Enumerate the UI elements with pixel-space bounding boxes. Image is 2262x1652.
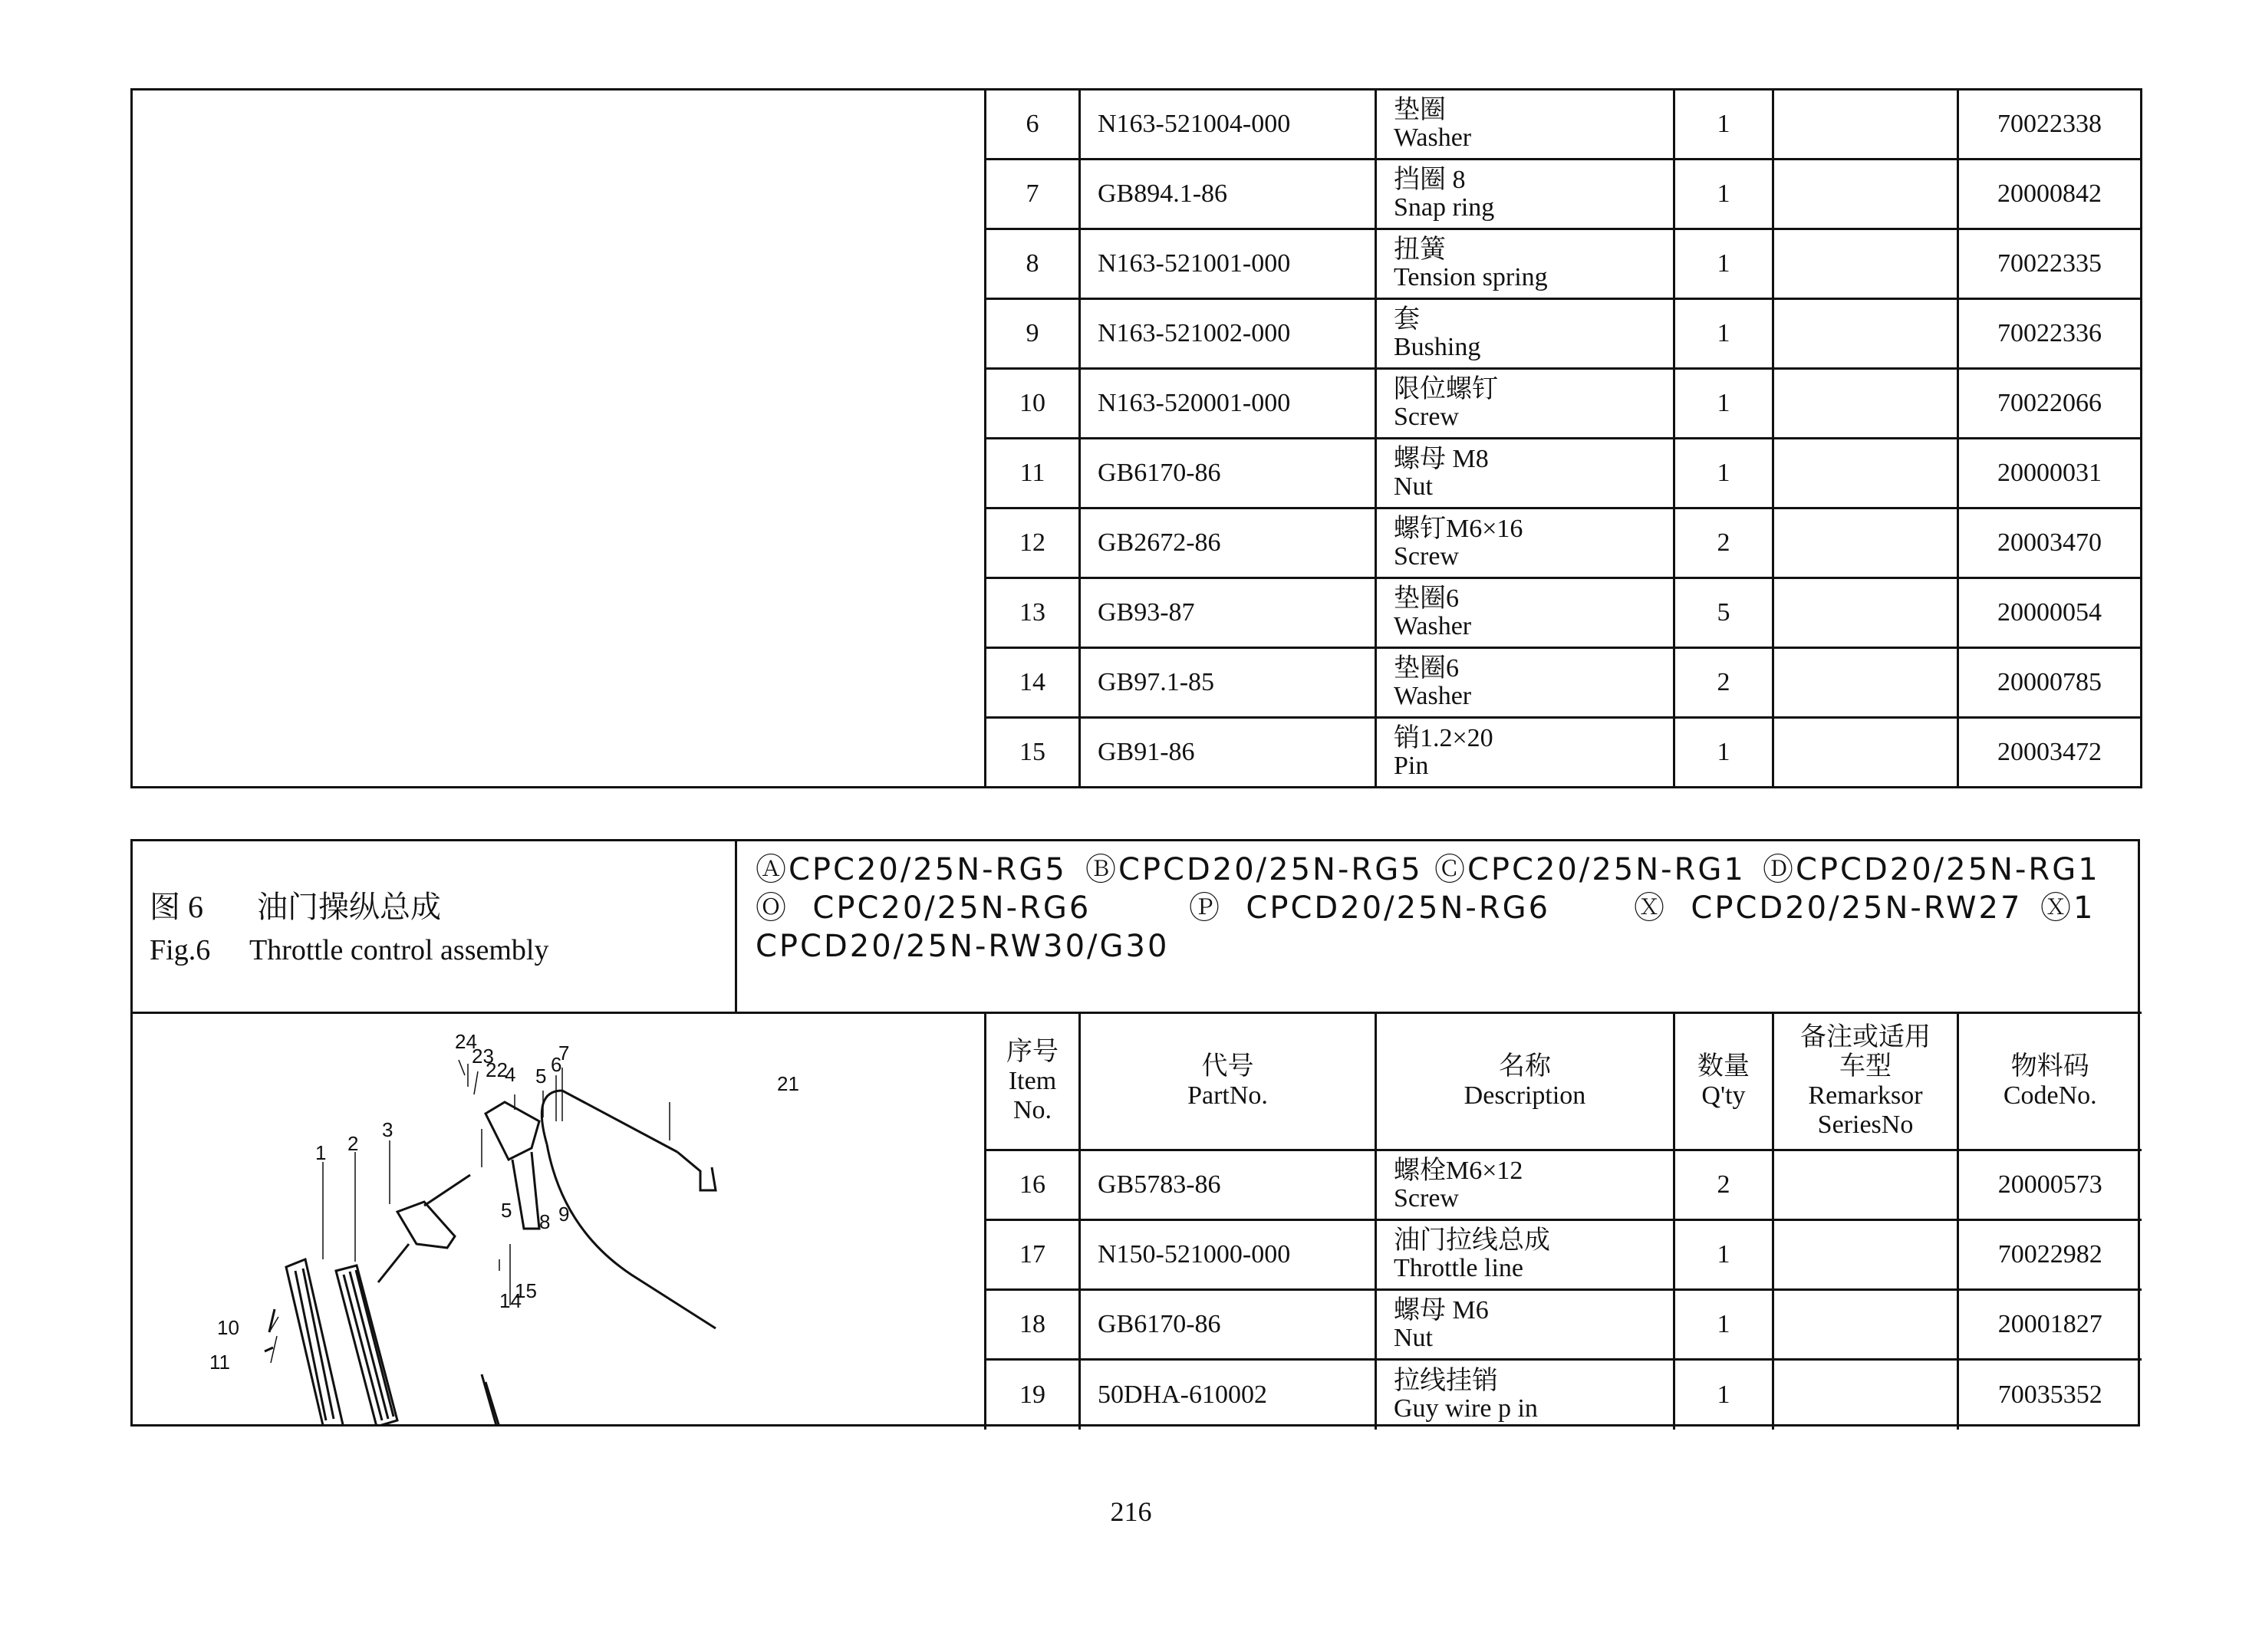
header-description: 名称 Description bbox=[1376, 1013, 1674, 1150]
item-no: 11 bbox=[986, 439, 1080, 508]
item-no: 13 bbox=[986, 578, 1080, 648]
remark bbox=[1773, 299, 1958, 369]
remark bbox=[1773, 1290, 1958, 1360]
description-zh: 挡圈 8 bbox=[1394, 166, 1466, 194]
part-no: GB6170-86 bbox=[1080, 439, 1376, 508]
model: ⒸCPC20/25N-RG1 bbox=[1434, 852, 1746, 887]
quantity: 2 bbox=[1674, 1150, 1773, 1220]
description-en: Washer bbox=[1394, 682, 1472, 710]
callout-label: 9 bbox=[558, 1203, 570, 1226]
remark bbox=[1773, 1150, 1958, 1220]
quantity: 1 bbox=[1674, 299, 1773, 369]
callout-label: 11 bbox=[209, 1351, 230, 1374]
description-zh: 油门拉线总成 bbox=[1394, 1226, 1550, 1255]
figure-title bbox=[133, 841, 737, 1013]
header-item: 序号 Item No. bbox=[986, 1013, 1080, 1150]
description-en: Bushing bbox=[1394, 333, 1481, 361]
table-row bbox=[986, 1290, 2142, 1360]
item-no: 18 bbox=[986, 1290, 1080, 1360]
description-en: Snap ring bbox=[1394, 193, 1495, 222]
description bbox=[1376, 229, 1674, 299]
lower-parts-table bbox=[984, 1012, 2142, 1430]
code-no: 70022335 bbox=[1958, 229, 2142, 299]
part-no: N163-520001-000 bbox=[1080, 369, 1376, 439]
remark bbox=[1773, 229, 1958, 299]
code-no: 70022336 bbox=[1958, 299, 2142, 369]
part-no: GB894.1-86 bbox=[1080, 160, 1376, 229]
quantity: 1 bbox=[1674, 90, 1773, 160]
part-no: GB91-86 bbox=[1080, 718, 1376, 788]
description bbox=[1376, 1150, 1674, 1220]
description bbox=[1376, 578, 1674, 648]
header-qty: 数量 Q'ty bbox=[1674, 1013, 1773, 1150]
code-no: 20001827 bbox=[1958, 1290, 2142, 1360]
callout-label: 15 bbox=[515, 1279, 537, 1302]
code-no: 20000785 bbox=[1958, 648, 2142, 718]
callout-label: 5 bbox=[501, 1199, 512, 1222]
description-en: Washer bbox=[1394, 123, 1472, 152]
callout-label: 6 bbox=[551, 1053, 562, 1076]
description-en: Nut bbox=[1394, 1324, 1433, 1352]
description-en: Screw bbox=[1394, 1184, 1459, 1213]
code-no: 20000054 bbox=[1958, 578, 2142, 648]
description-en: Tension spring bbox=[1394, 263, 1548, 291]
description-zh: 扭簧 bbox=[1394, 235, 1446, 264]
figure-title-en: Throttle control assembly bbox=[249, 934, 549, 966]
description-zh: 限位螺钉 bbox=[1394, 375, 1498, 403]
part-no: GB93-87 bbox=[1080, 578, 1376, 648]
description bbox=[1376, 648, 1674, 718]
table-row bbox=[986, 1360, 2142, 1430]
model: Ⓧ1 bbox=[2040, 890, 2096, 926]
callout-label: 4 bbox=[505, 1063, 516, 1086]
description-en: Nut bbox=[1394, 472, 1433, 501]
description-zh: 螺钉M6×16 bbox=[1394, 515, 1523, 543]
description-zh: 垫圈6 bbox=[1394, 584, 1459, 613]
header-code: 物料码 CodeNo. bbox=[1958, 1013, 2142, 1150]
description bbox=[1376, 1220, 1674, 1290]
remark bbox=[1773, 578, 1958, 648]
quantity: 1 bbox=[1674, 369, 1773, 439]
part-no: GB97.1-85 bbox=[1080, 648, 1376, 718]
description bbox=[1376, 160, 1674, 229]
part-no: GB5783-86 bbox=[1080, 1150, 1376, 1220]
item-no: 8 bbox=[986, 229, 1080, 299]
item-no: 14 bbox=[986, 648, 1080, 718]
model: Ⓧ CPCD20/25N-RW27 bbox=[1634, 890, 2023, 926]
quantity: 5 bbox=[1674, 578, 1773, 648]
blank-figure-cell bbox=[132, 90, 986, 788]
description-en: Pin bbox=[1394, 752, 1429, 780]
figure-title-zh: 油门操纵总成 bbox=[257, 890, 441, 924]
description bbox=[1376, 1290, 1674, 1360]
description-zh: 套 bbox=[1394, 305, 1420, 334]
item-no: 9 bbox=[986, 299, 1080, 369]
table-row bbox=[986, 1220, 2142, 1290]
quantity: 1 bbox=[1674, 1290, 1773, 1360]
pedal-rubber-icon bbox=[336, 1265, 397, 1427]
model: Ⓞ CPC20/25N-RG6 bbox=[756, 890, 1091, 926]
description bbox=[1376, 718, 1674, 788]
description bbox=[1376, 508, 1674, 578]
quantity: 1 bbox=[1674, 1360, 1773, 1430]
item-no: 12 bbox=[986, 508, 1080, 578]
item-no: 15 bbox=[986, 718, 1080, 788]
callout-label: 21 bbox=[777, 1072, 799, 1095]
part-no: N163-521001-000 bbox=[1080, 229, 1376, 299]
figure-block bbox=[130, 839, 2140, 1427]
callout-label: 14 bbox=[499, 1289, 522, 1312]
code-no: 20000573 bbox=[1958, 1150, 2142, 1220]
pedal-pad-icon bbox=[286, 1259, 344, 1427]
spring-icon bbox=[482, 1374, 501, 1427]
callout-label: 1 bbox=[315, 1141, 327, 1164]
part-no: N163-521004-000 bbox=[1080, 90, 1376, 160]
code-no: 70022066 bbox=[1958, 369, 2142, 439]
quantity: 2 bbox=[1674, 508, 1773, 578]
callout-label: 8 bbox=[539, 1210, 551, 1233]
item-no: 6 bbox=[986, 90, 1080, 160]
pedal-bracket-icon bbox=[378, 1175, 470, 1282]
callout-label: 23 bbox=[472, 1045, 494, 1068]
table-header-row bbox=[986, 1013, 2142, 1150]
description-en: Screw bbox=[1394, 403, 1459, 431]
description-zh: 螺栓M6×12 bbox=[1394, 1157, 1523, 1185]
upper-parts-table bbox=[130, 88, 2142, 788]
part-no: N150-521000-000 bbox=[1080, 1220, 1376, 1290]
bolt-icon bbox=[265, 1309, 275, 1351]
remark bbox=[1773, 1360, 1958, 1430]
code-no: 70022338 bbox=[1958, 90, 2142, 160]
quantity: 2 bbox=[1674, 648, 1773, 718]
quantity: 1 bbox=[1674, 439, 1773, 508]
remark bbox=[1773, 369, 1958, 439]
pedal-arm-icon bbox=[486, 1102, 539, 1229]
table-row bbox=[986, 1150, 2142, 1220]
description-zh: 销1.2×20 bbox=[1394, 724, 1493, 752]
quantity: 1 bbox=[1674, 160, 1773, 229]
code-no: 20000842 bbox=[1958, 160, 2142, 229]
model: ⒹCPCD20/25N-RG1 bbox=[1763, 852, 2100, 887]
code-no: 70022982 bbox=[1958, 1220, 2142, 1290]
callout-label: 10 bbox=[217, 1316, 239, 1339]
model: Ⓟ CPCD20/25N-RG6 bbox=[1189, 890, 1551, 926]
quantity: 1 bbox=[1674, 229, 1773, 299]
description-zh: 螺母 M8 bbox=[1394, 445, 1489, 473]
description-en: Screw bbox=[1394, 542, 1459, 571]
callout-label: 22 bbox=[486, 1058, 508, 1081]
quantity: 1 bbox=[1674, 718, 1773, 788]
remark bbox=[1773, 1220, 1958, 1290]
remark bbox=[1773, 718, 1958, 788]
part-no: N163-521002-000 bbox=[1080, 299, 1376, 369]
description-zh: 拉线挂销 bbox=[1394, 1366, 1498, 1395]
item-no: 7 bbox=[986, 160, 1080, 229]
throttle-assembly-diagram bbox=[133, 1014, 984, 1427]
header-remark: 备注或适用 车型 Remarksor SeriesNo bbox=[1773, 1013, 1958, 1150]
description-en: Guy wire p in bbox=[1394, 1394, 1538, 1423]
figure-number-zh: 图 6 bbox=[150, 890, 203, 924]
callout-label: 2 bbox=[347, 1132, 359, 1155]
code-no: 20003470 bbox=[1958, 508, 2142, 578]
code-no: 20000031 bbox=[1958, 439, 2142, 508]
remark bbox=[1773, 160, 1958, 229]
description bbox=[1376, 299, 1674, 369]
figure-number-en: Fig.6 bbox=[150, 934, 211, 966]
item-no: 17 bbox=[986, 1220, 1080, 1290]
description-zh: 垫圈 bbox=[1394, 96, 1446, 124]
part-no: GB6170-86 bbox=[1080, 1290, 1376, 1360]
callout-label: 7 bbox=[558, 1042, 570, 1065]
model: CPCD20/25N-RW30/G30 bbox=[756, 929, 1170, 964]
description-en: Throttle line bbox=[1394, 1254, 1524, 1282]
part-no: 50DHA-610002 bbox=[1080, 1360, 1376, 1430]
part-no: GB2672-86 bbox=[1080, 508, 1376, 578]
item-no: 10 bbox=[986, 369, 1080, 439]
description bbox=[1376, 439, 1674, 508]
page-number: 216 bbox=[1110, 1496, 1152, 1527]
description-en: Washer bbox=[1394, 612, 1472, 640]
description bbox=[1376, 90, 1674, 160]
code-no: 70035352 bbox=[1958, 1360, 2142, 1430]
callout-label: 5 bbox=[535, 1065, 547, 1088]
description-zh: 螺母 M6 bbox=[1394, 1296, 1489, 1325]
header-part: 代号 PartNo. bbox=[1080, 1013, 1376, 1150]
item-no: 19 bbox=[986, 1360, 1080, 1430]
applicable-models bbox=[739, 841, 2138, 1013]
callout-label: 3 bbox=[382, 1118, 393, 1141]
code-no: 20003472 bbox=[1958, 718, 2142, 788]
description bbox=[1376, 369, 1674, 439]
remark bbox=[1773, 648, 1958, 718]
remark bbox=[1773, 90, 1958, 160]
item-no: 16 bbox=[986, 1150, 1080, 1220]
callout-label: 24 bbox=[455, 1030, 477, 1053]
model: ⒷCPCD20/25N-RG5 bbox=[1085, 852, 1423, 887]
description-zh: 垫圈6 bbox=[1394, 654, 1459, 683]
description bbox=[1376, 1360, 1674, 1430]
table-row bbox=[132, 90, 2142, 160]
remark bbox=[1773, 439, 1958, 508]
model: ⒶCPC20/25N-RG5 bbox=[756, 852, 1067, 887]
remark bbox=[1773, 508, 1958, 578]
quantity: 1 bbox=[1674, 1220, 1773, 1290]
